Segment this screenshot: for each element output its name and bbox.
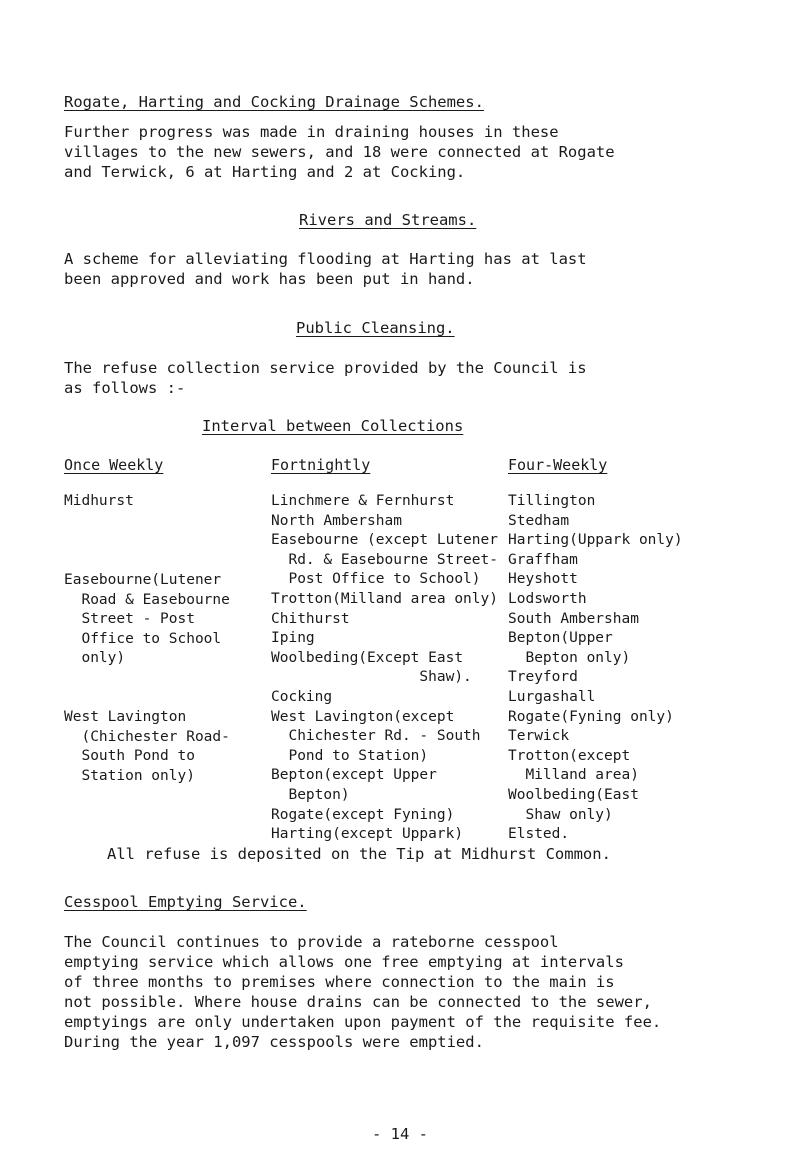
table-title: Interval between Collections xyxy=(202,417,464,435)
drainage-paragraph: Further progress was made in draining houses in these villages to the new sewers, and 18 were connected at Rogate and Terwick, 6 at Harting and 2 at Cocking. xyxy=(64,123,615,181)
weekly-west-lavington: West Lavington (Chichester Road- South Pond to Station only) xyxy=(64,709,230,784)
rivers-paragraph: A scheme for alleviating flooding at Harting has at last been approved and work has been put in hand. xyxy=(64,250,587,288)
refuse-note: All refuse is deposited on the Tip at Midhurst Common. xyxy=(107,845,611,863)
cleansing-heading: Public Cleansing. xyxy=(296,319,455,337)
weekly-midhurst: Midhurst xyxy=(64,493,134,509)
weekly-easebourne: Easebourne(Lutener Road & Easebourne Street - Post Office to School only) xyxy=(64,572,230,667)
rivers-heading: Rivers and Streams. xyxy=(299,211,477,229)
cleansing-paragraph: The refuse collection service provided by the Council is as follows :- xyxy=(64,359,587,397)
drainage-heading: Rogate, Harting and Cocking Drainage Schemes. xyxy=(64,93,484,111)
fortnightly-list: Linchmere & Fernhurst North Ambersham Easebourne (except Lutener Rd. & Easebourne Street- Post Office to School) Trotton(Milland area only) Chithurst Iping Woolbeding(Except East Shaw). Cocking West Lavington(except Chichester Rd. - South Pond to Station) Bepton(except Upper Bepton) Rogate(except Fyning) Harting(except Uppark) xyxy=(271,493,498,843)
four-weekly-list: Tillington Stedham Harting(Uppark only) Graffham Heyshott Lodsworth South Ambersham Bepton(Upper Bepton only) Treyford Lurgashall Rogate(Fyning only) Terwick Trotton(except Milland area) Woolbeding(East Shaw only) Elsted. xyxy=(508,493,683,843)
header-four-weekly: Four-Weekly xyxy=(508,456,608,474)
header-once-weekly: Once Weekly xyxy=(64,456,164,474)
header-fortnightly: Fortnightly xyxy=(271,456,371,474)
cesspool-heading: Cesspool Emptying Service. xyxy=(64,893,307,911)
page-number: - 14 - xyxy=(372,1125,428,1143)
cesspool-paragraph: The Council continues to provide a rateborne cesspool emptying service which allows one free emptying at intervals of three months to premises where connection to the main is not possible. Where house drains can be connected to the sewer, emptyings are only undertaken upon payment of the requisite fee. During the year 1,097 cesspools were emptied. xyxy=(64,933,662,1051)
